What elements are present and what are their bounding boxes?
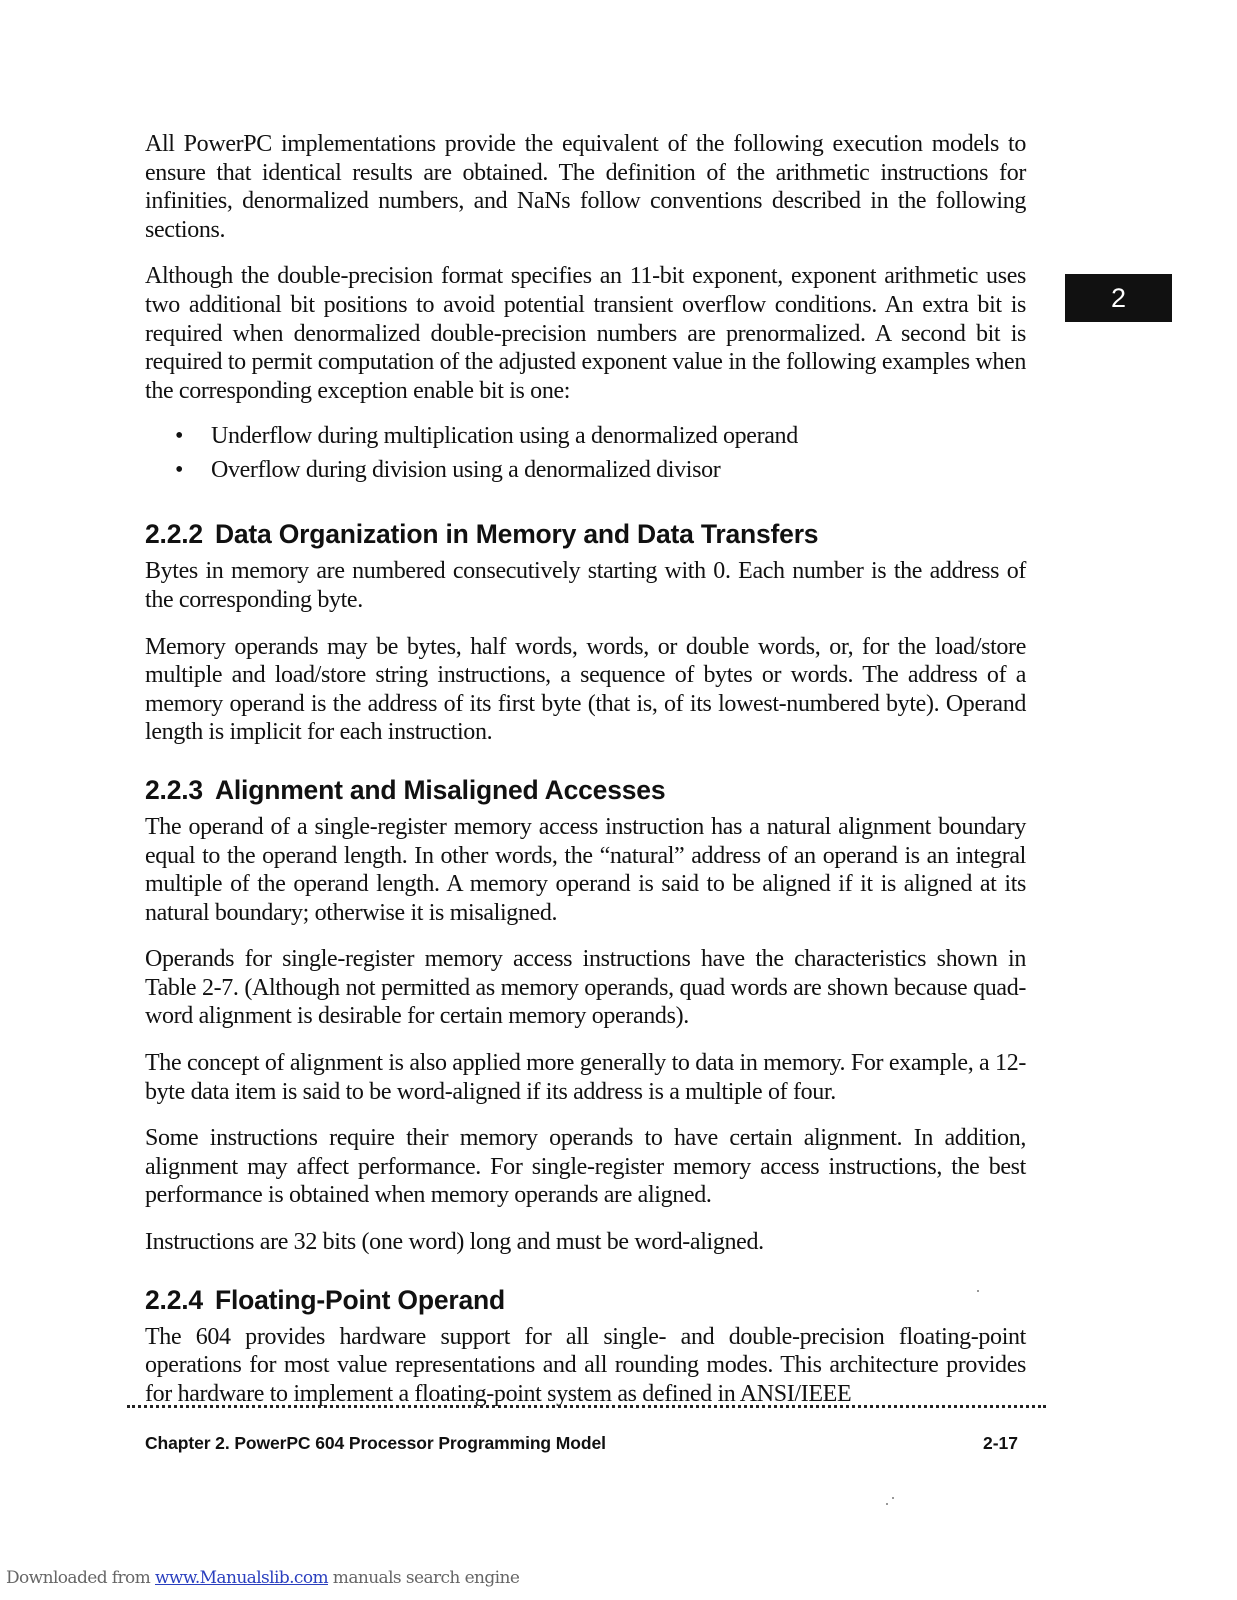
list-item: [145, 419, 1026, 453]
list-item-text: Underflow during multiplication using a denormalized operand: [211, 423, 798, 450]
section-number: 2.2.3: [145, 774, 203, 805]
section-2-2-3-paragraph-1: The operand of a single-register memory access instruction has a natural alignment boundary equal to the operand length. In other words, the “natural” address of an operand is an integral multiple of the operand length. A memory operand is said to be aligned if it is aligned at its natural boundary; otherwise it is misaligned.: [145, 813, 1026, 926]
scan-speck: [892, 1497, 894, 1499]
scan-speck: [886, 1503, 888, 1505]
section-title: Alignment and Misaligned Accesses: [214, 774, 666, 805]
list-item-text: Overflow during division using a denormalized divisor: [211, 457, 721, 484]
section-2-2-3-paragraph-4: Some instructions require their memory operands to have certain alignment. In addition, alignment may affect performance. For single-register memory access instructions, the best performance is obtained when memory operands are aligned.: [145, 1125, 1026, 1209]
section-2-2-3-paragraph-2: Operands for single-register memory access instructions have the characteristics shown in Table 2-7. (Although not permitted as memory operands, quad words are shown because quad-word alignment is desirable for certain memory operands).: [145, 946, 1026, 1030]
download-banner-prefix: Downloaded from: [6, 1568, 155, 1588]
section-2-2-4-paragraph-1: The 604 provides hardware support for all single- and double-precision floating-point operations for most value representations and all rounding modes. This architecture provides for hardware to implement a floating-point system as defined in ANSI/IEEE: [145, 1323, 1026, 1407]
section-title: Floating-Point Operand: [214, 1284, 505, 1315]
section-heading-2-2-3: [145, 773, 1026, 807]
list-item: [145, 453, 1026, 487]
section-2-2-2-paragraph-2: Memory operands may be bytes, half words, words, or double words, or, for the load/store multiple and load/store string instructions, a sequence of bytes or words. The address of a memory operand is the address of its first byte (that is, of its lowest-numbered byte). Operand length is implicit for each instruction.: [145, 633, 1026, 746]
section-2-2-2-paragraph-1: Bytes in memory are numbered consecutively starting with 0. Each number is the address of the corresponding byte.: [145, 558, 1026, 613]
footer-page-number: 2-17: [983, 1433, 1019, 1453]
page-content: [145, 130, 1026, 1426]
section-title: Data Organization in Memory and Data Transfers: [214, 519, 819, 550]
section-heading-2-2-4: [145, 1283, 1026, 1317]
intro-paragraph-2: Although the double-precision format specifies an 11-bit exponent, exponent arithmetic uses two additional bit positions to avoid potential transient overflow conditions. An extra bit is required when denormalized double-precision numbers are prenormalized. A second bit is required to permit computation of the adjusted exponent value in the following examples when the corresponding exception enable bit is one:: [145, 263, 1026, 404]
footer-divider: [127, 1405, 1046, 1408]
intro-paragraph-1: All PowerPC implementations provide the equivalent of the following execution models to ensure that identical results are obtained. The definition of the arithmetic instructions for infinities, denormalized numbers, and NaNs follow conventions described in the following sections.: [145, 131, 1026, 243]
bullet-icon: •: [175, 423, 184, 450]
manualslib-link[interactable]: www.Manualslib.com: [154, 1568, 328, 1588]
download-banner-suffix: manuals search engine: [328, 1568, 520, 1588]
exception-examples-list: [145, 419, 1026, 487]
section-heading-2-2-2: [145, 517, 1026, 551]
section-number: 2.2.2: [145, 519, 203, 550]
section-2-2-3-paragraph-3: The concept of alignment is also applied more generally to data in memory. For example, a 12-byte data item is said to be word-aligned if its address is a multiple of four.: [145, 1050, 1026, 1105]
chapter-tab-marker: 2: [1065, 274, 1172, 322]
bullet-icon: •: [175, 457, 184, 484]
footer-chapter-title: Chapter 2. PowerPC 604 Processor Programming Model: [145, 1433, 606, 1453]
section-2-2-3-paragraph-5: Instructions are 32 bits (one word) long and must be word-aligned.: [145, 1229, 764, 1256]
scan-speck: [977, 1290, 979, 1292]
download-banner: [6, 1568, 519, 1588]
section-number: 2.2.4: [145, 1284, 203, 1315]
